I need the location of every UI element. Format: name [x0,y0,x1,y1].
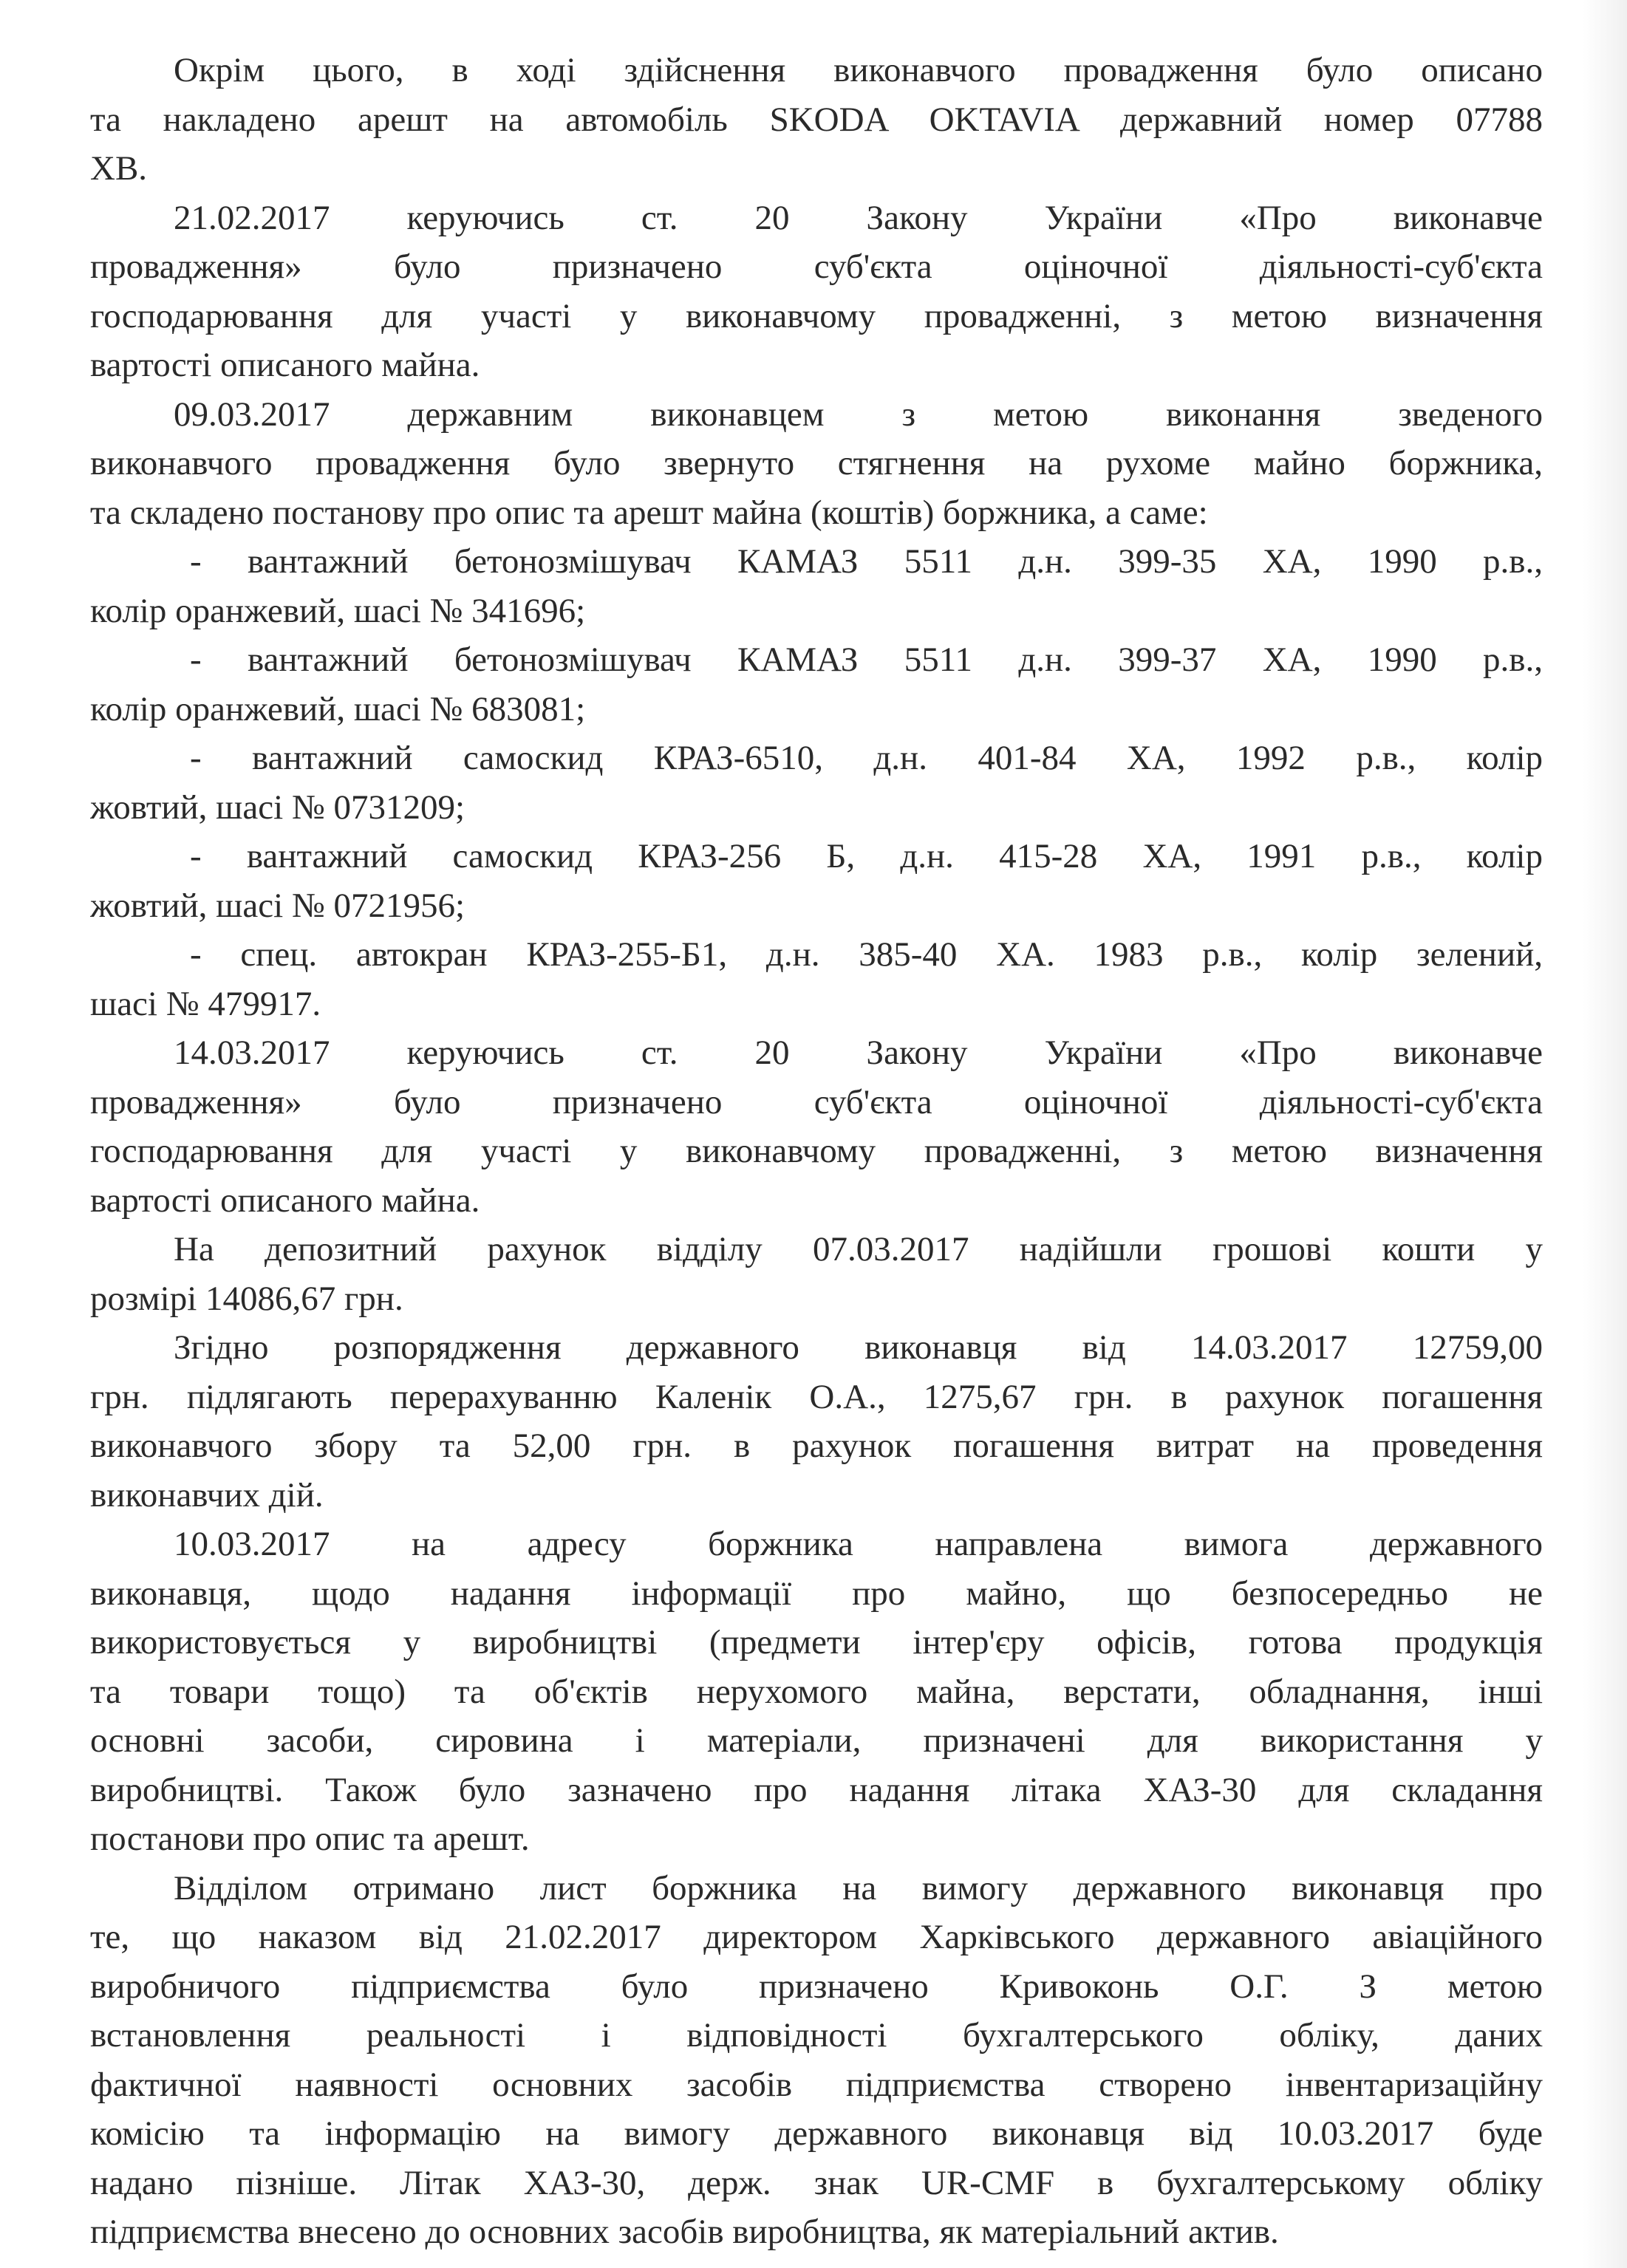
text-line: виконавчого провадження було звернуто стягнення на рухоме майно боржника, [90,444,1543,482]
text-line: те, що наказом від 21.02.2017 директором Харківського державного авіаційного [90,1918,1543,1956]
text-line: 10.03.2017 на адресу боржника направлена вимога державного [174,1525,1543,1563]
text-line: фактичної наявності основних засобів підприємства створено інвентаризаційну [90,2065,1543,2104]
text-line: господарювання для участі у виконавчому провадженні, з метою визначення [90,296,1543,335]
list-item [90,635,1543,734]
text-line: комісію та інформацію на вимогу державного виконавця від 10.03.2017 буде [90,2114,1543,2153]
text-line: виконавчих дій. [90,1475,324,1514]
text-line: вартості описаного майна. [90,1181,480,1220]
text-line: шасі № 479917. [90,984,321,1023]
text-line: 14.03.2017 керуючись ст. 20 Закону України «Про виконавче [174,1034,1543,1072]
text-line: виробничого підприємства було призначено Кривоконь О.Г. З метою [90,1967,1543,2006]
text-line: 21.02.2017 керуючись ст. 20 Закону України «Про виконавче [174,198,1543,237]
text-line: - вантажний бетонозмішувач КАМАЗ 5511 д.н. 399-37 ХА, 1990 р.в., [190,641,1543,679]
text-line: ХВ. [90,149,148,188]
paragraph [90,1028,1543,1225]
text-line: - спец. автокран КРАЗ-255-Б1, д.н. 385-40 ХА. 1983 р.в., колір зелений, [190,935,1543,974]
scan-edge-shadow [1583,0,1627,2268]
paragraph [90,46,1543,194]
text-line: господарювання для участі у виконавчому провадженні, з метою визначення [90,1132,1543,1170]
text-line: виробництві. Також було зазначено про надання літака ХАЗ-30 для складання [90,1770,1543,1809]
text-line: розмірі 14086,67 грн. [90,1279,403,1318]
text-line: надано пізніше. Літак ХАЗ-30, держ. знак UR-CMF в бухгалтерському обліку [90,2163,1543,2202]
text-line: 09.03.2017 державним виконавцем з метою виконання зведеного [174,394,1543,434]
text-line: Окрім цього, в ході здійснення виконавчого провадження було описано [174,51,1543,89]
text-line: та товари тощо) та об'єктів нерухомого майна, верстати, обладнання, інші [90,1672,1543,1711]
paragraph [90,1864,1543,2257]
text-line: колір оранжевий, шасі № 683081; [90,689,586,728]
text-line: - вантажний самоскид КРАЗ-6510, д.н. 401-84 ХА, 1992 р.в., колір [190,739,1543,777]
list-item [90,930,1543,1028]
paragraph [90,1520,1543,1864]
list-item [90,537,1543,635]
text-line: провадження» було призначено суб'єкта оціночної діяльності-суб'єкта [90,247,1543,286]
list-item [90,832,1543,930]
text-line: використовується у виробництві (предмети інтер'єру офісів, готова продукція [90,1623,1543,1661]
paragraph [90,194,1543,390]
paragraph [90,1323,1543,1520]
paragraph [90,390,1543,538]
text-line: - вантажний бетонозмішувач КАМАЗ 5511 д.н. 399-35 ХА, 1990 р.в., [190,542,1543,581]
text-line: Відділом отримано лист боржника на вимогу державного виконавця про [174,1868,1543,1907]
text-line: грн. підлягають перерахуванню Каленік О.А., 1275,67 грн. в рахунок погашення [90,1377,1543,1416]
text-line: вартості описаного майна. [90,346,480,384]
text-line: жовтий, шасі № 0721956; [90,886,465,925]
text-line: та складено постанову про опис та арешт майна (коштів) боржника, а саме: [90,493,1208,532]
text-line: постанови про опис та арешт. [90,1820,530,1858]
text-line: колір оранжевий, шасі № 341696; [90,591,586,630]
text-line: жовтий, шасі № 0731209; [90,788,465,827]
text-line: підприємства внесено до основних засобів виробництва, як матеріальний актив. [90,2213,1279,2251]
text-line: виконавчого збору та 52,00 грн. в рахунок погашення витрат на проведення [90,1427,1543,1465]
list-item [90,734,1543,832]
text-line: та накладено арешт на автомобіль SKODA OKTAVIA державний номер 07788 [90,100,1543,139]
text-line: На депозитний рахунок відділу 07.03.2017 надійшли грошові кошти у [174,1230,1543,1268]
paragraph [90,1225,1543,1323]
text-line: встановлення реальності і відповідності бухгалтерського обліку, даних [90,2016,1543,2054]
document-page [90,46,1543,2257]
text-line: основні засоби, сировина і матеріали, призначені для використання у [90,1721,1543,1760]
text-line: провадження» було призначено суб'єкта оціночної діяльності-суб'єкта [90,1082,1543,1121]
text-line: Згідно розпорядження державного виконавця від 14.03.2017 12759,00 [174,1328,1543,1367]
text-line: виконавця, щодо надання інформації про майно, що безпосередньо не [90,1574,1543,1613]
text-line: - вантажний самоскид КРАЗ-256 Б, д.н. 415-28 ХА, 1991 р.в., колір [190,837,1543,875]
